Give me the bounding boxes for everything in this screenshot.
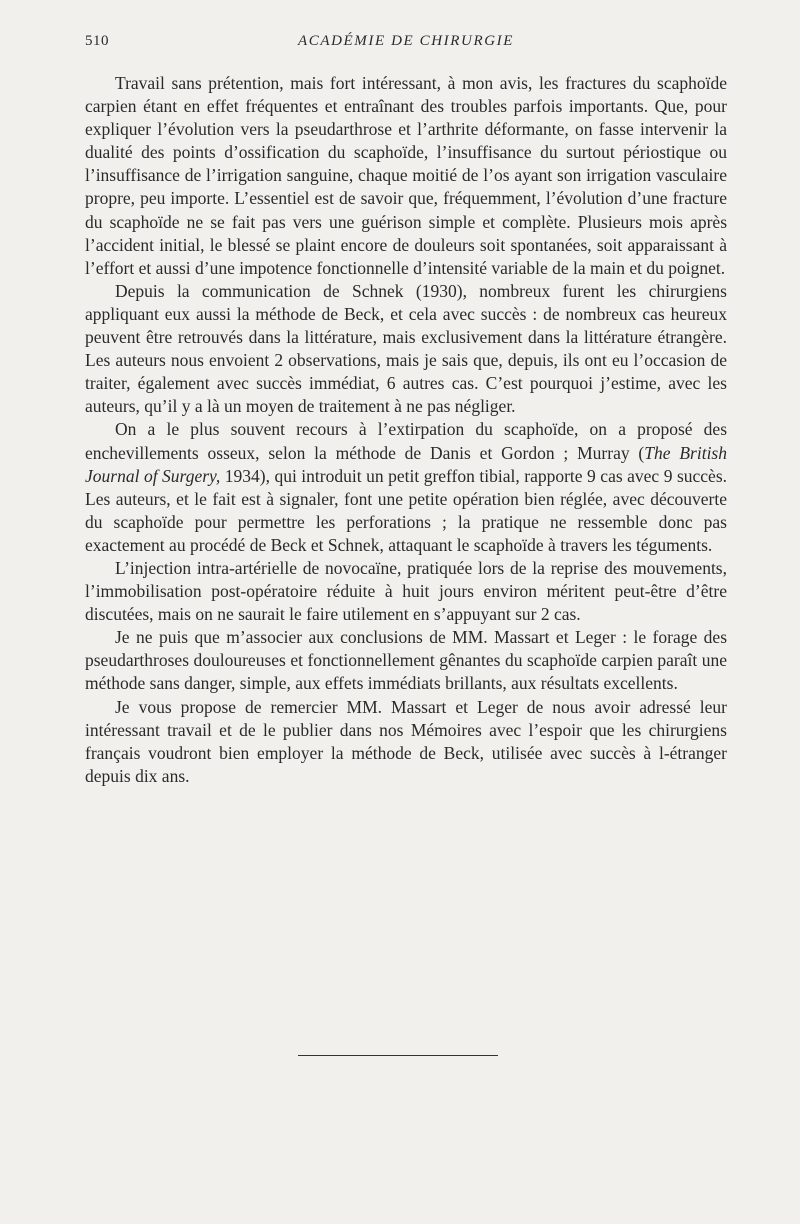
paragraph-3-text-after: 1934), qui introduit un petit greffon tibial, rapporte 9 cas avec 9 succès. Les auteurs, et le fait est à signaler, font une petite opération bien réglée, avec découverte du scaphoïde pour permettre les perforations ; la pratique ne ressemble donc pas exactement au procédé de Beck et Schnek, attaquant le scaphoïde à travers les téguments.: [85, 465, 728, 555]
paragraph-1: Travail sans prétention, mais fort intéressant, à mon avis, les fractures du scaphoïde carpien étant en effet fréquentes et entraînant des troubles parfois importants. Que, pour expliquer l’évolution vers la pseudarthrose et l’arthrite déformante, on fasse intervenir la dualité des points d’ossification du scaphoïde, l’insuffisance du surtout périostique ou l’insuffisance de l’irrigation sanguine, chaque moitié de l’os ayant son irrigation vasculaire propre, peu importe. L’essentiel est de savoir que, fréquemment, l’évolution d’une fracture du scaphoïde ne se fait pas vers une guérison simple et complète. Plusieurs mois après l’accident initial, le blessé se plaint encore de douleurs soit spontanées, soit apparaissant à l’effort et aussi d’une impotence fonctionnelle d’intensité variable de la main et du poignet.: [85, 73, 727, 278]
paragraph-5: Je ne puis que m’associer aux conclusions de MM. Massart et Leger : le forage des pseudarthroses douloureuses et fonctionnellement gênantes du scaphoïde carpien paraît une méthode sans danger, simple, aux effets immédiats brillants, aux résultats excellents.: [85, 627, 727, 694]
page-header: [85, 33, 727, 53]
body-text: [85, 72, 727, 788]
paragraph-6: Je vous propose de remercier MM. Massart et Leger de nous avoir adressé leur intéressant travail et de le publier dans nos Mémoires avec l’espoir que les chirurgiens français voudront bien employer la méthode de Beck, utilisée avec succès à l-étranger depuis dix ans.: [85, 696, 727, 786]
paragraph-3-text-before: On a le plus souvent recours à l’extirpation du scaphoïde, on a proposé des enchevillements osseux, selon la méthode de Danis et Gordon ; Murray (: [85, 419, 727, 463]
paragraph-4: L’injection intra-artérielle de novocaïne, pratiquée lors de la reprise des mouvements, l’immobilisation post-opératoire réduite à huit jours environ méritent peut-être d’être discutées, mais on ne saurait le faire utilement en s’appuyant sur 2 cas.: [85, 557, 727, 625]
paragraph-2: Depuis la communication de Schnek (1930), nombreux furent les chirurgiens appliquant eux aussi la méthode de Beck, et cela avec succès : de nombreux cas heureux peuvent être retrouvés dans la littérature, mais exclusivement dans la littérature étrangère. Les auteurs nous envoient 2 observations, mais je sais que, depuis, ils ont eu l’occasion de traiter, également avec succès immédiat, 6 autres cas. C’est pourquoi j’estime, avec les auteurs, qu’il y a là un moyen de traitement à ne pas négliger.: [85, 280, 727, 417]
paragraph-3: [85, 418, 727, 557]
end-rule: [298, 1055, 498, 1056]
journal-title: The British Journal of Surgery,: [85, 442, 727, 486]
running-title: ACADÉMIE DE CHIRURGIE: [297, 33, 515, 49]
page-number: 510: [85, 33, 109, 49]
